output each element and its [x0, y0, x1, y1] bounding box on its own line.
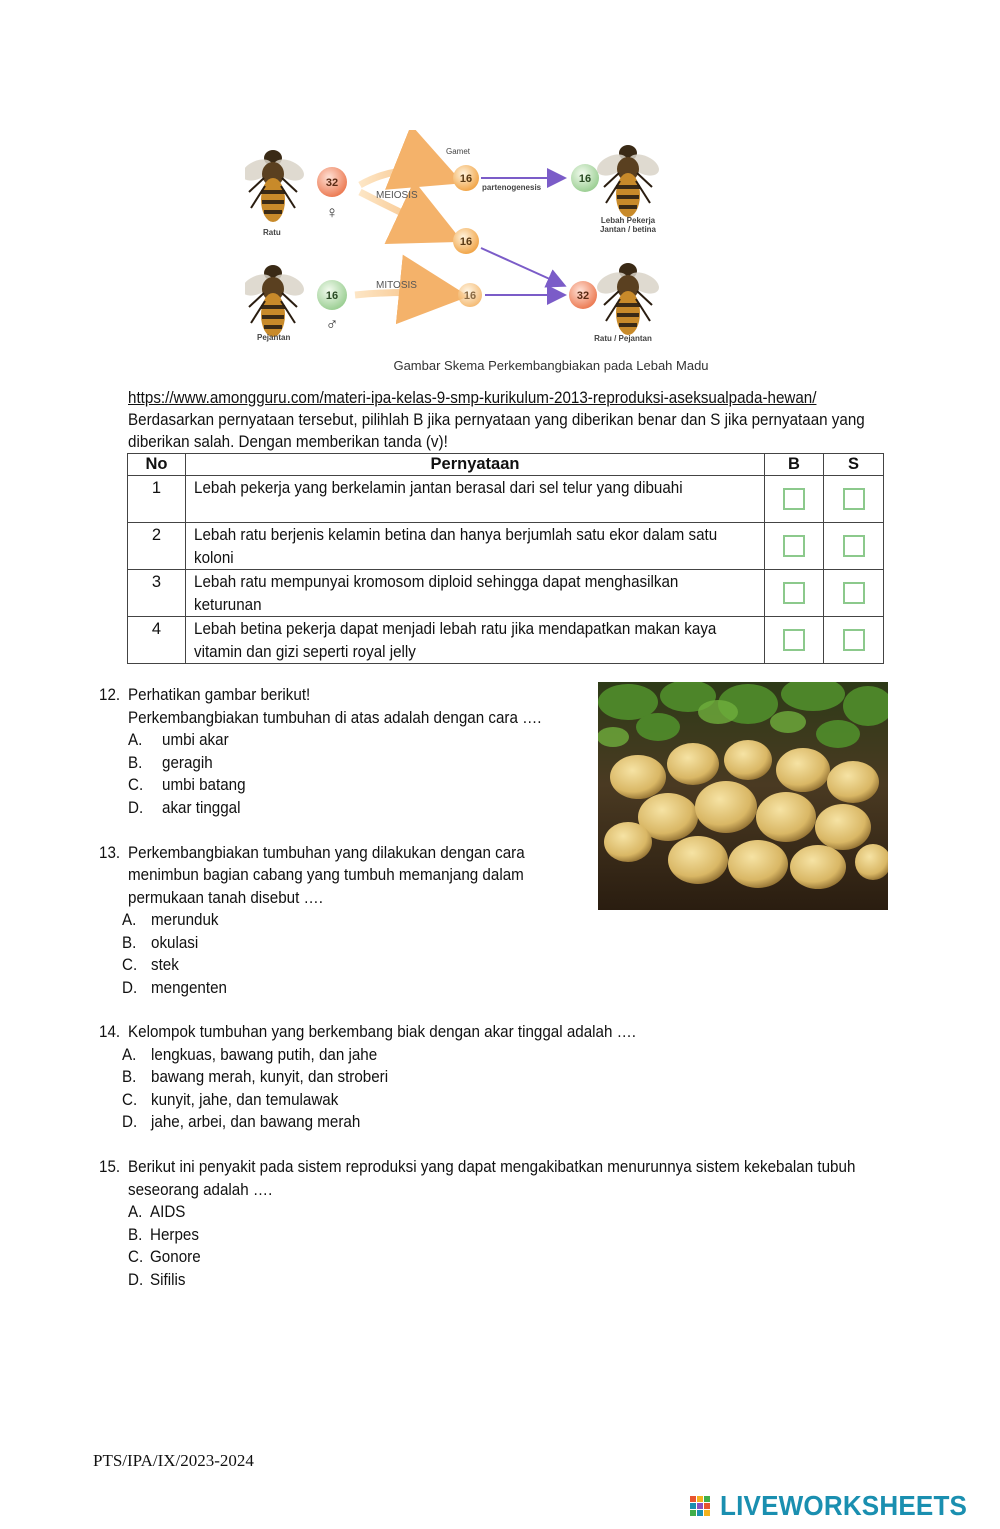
- row-number: 3: [128, 570, 186, 617]
- question-12-line-2: Perkembangbiakan tumbuhan di atas adalah dengan cara ….: [128, 709, 542, 727]
- drone-number: 16: [325, 290, 339, 302]
- row-statement: [186, 617, 765, 664]
- instruction-line-2: diberikan salah. Dengan memberikan tanda (v)!: [128, 433, 448, 451]
- gamete-mid-number: 16: [459, 236, 473, 248]
- header-b: B: [765, 454, 824, 476]
- offspring-label: Ratu / Pejantan: [594, 334, 652, 343]
- gamete-top-number: 16: [459, 173, 473, 185]
- q14-option-d-letter: D.: [122, 1113, 138, 1131]
- q15-option-b[interactable]: Herpes: [150, 1226, 199, 1244]
- q15-option-d[interactable]: Sifilis: [150, 1271, 186, 1289]
- gamete-label: Gamet: [446, 147, 471, 156]
- cell-b: [765, 617, 824, 664]
- cell-s: [824, 476, 884, 523]
- table-row: [128, 523, 884, 570]
- q14-option-c[interactable]: kunyit, jahe, dan temulawak: [151, 1091, 339, 1109]
- question-13-line-3: permukaan tanah disebut ….: [128, 889, 323, 907]
- q15-option-d-letter: D.: [128, 1271, 144, 1289]
- q12-option-c-letter: C.: [128, 776, 144, 794]
- q14-option-a[interactable]: lengkuas, bawang putih, dan jahe: [151, 1046, 378, 1064]
- row-number: 2: [128, 523, 186, 570]
- partenogenesis-label: partenogenesis: [482, 183, 542, 192]
- checkbox-b-2[interactable]: [783, 535, 805, 557]
- worker-number: 16: [578, 173, 592, 185]
- female-symbol: ♀: [325, 203, 339, 222]
- statement-line: koloni: [194, 548, 234, 567]
- meiosis-label: MEIOSIS: [376, 190, 418, 201]
- statement-line: Lebah ratu mempunyai kromosom diploid sehingga dapat menghasilkan: [194, 573, 679, 591]
- q12-option-a[interactable]: umbi akar: [162, 731, 229, 749]
- question-15-line-2: seseorang adalah ….: [128, 1181, 273, 1199]
- header-no: No: [128, 454, 186, 476]
- header-s: S: [824, 454, 884, 476]
- statement-line: Lebah ratu berjenis kelamin betina dan hanya berjumlah satu ekor dalam satu: [194, 526, 718, 544]
- checkbox-s-2[interactable]: [843, 535, 865, 557]
- q13-option-b[interactable]: okulasi: [151, 934, 199, 952]
- meiosis-arrow-top: [360, 170, 450, 185]
- q13-option-d[interactable]: mengenten: [151, 979, 227, 997]
- question-14-line-1: Kelompok tumbuhan yang berkembang biak dengan akar tinggal adalah ….: [128, 1023, 637, 1041]
- table-row: [128, 570, 884, 617]
- worker-label-1: Lebah Pekerja: [600, 216, 656, 225]
- potato-tuber-photo: [598, 682, 888, 910]
- row-number: 1: [128, 476, 186, 523]
- table-header-row: [128, 454, 884, 476]
- q15-option-c[interactable]: Gonore: [150, 1248, 201, 1266]
- checkbox-s-1[interactable]: [843, 488, 865, 510]
- q12-option-d-letter: D.: [128, 799, 144, 817]
- q13-option-d-letter: D.: [122, 979, 138, 997]
- q14-option-b[interactable]: bawang merah, kunyit, dan stroberi: [151, 1068, 389, 1086]
- q12-option-c[interactable]: umbi batang: [162, 776, 246, 794]
- checkbox-s-4[interactable]: [843, 629, 865, 651]
- statement-line: Lebah betina pekerja dapat menjadi lebah ratu jika mendapatkan makan kaya: [194, 620, 717, 638]
- q12-option-b-letter: B.: [128, 754, 143, 772]
- diagram-caption: Gambar Skema Perkembangbiakan pada Lebah Madu: [393, 358, 709, 373]
- cell-s: [824, 617, 884, 664]
- statement-line: keturunan: [194, 595, 262, 614]
- cell-s: [824, 570, 884, 617]
- q14-option-b-letter: B.: [122, 1068, 137, 1086]
- source-link[interactable]: https://www.amongguru.com/materi-ipa-kelas-9-smp-kurikulum-2013-reproduksi-aseksualpada-hewan/: [128, 389, 817, 407]
- statement-line: vitamin dan gizi seperti royal jelly: [194, 642, 416, 661]
- q12-option-d[interactable]: akar tinggal: [162, 799, 241, 817]
- q12-option-a-letter: A.: [128, 731, 143, 749]
- q14-option-c-letter: C.: [122, 1091, 138, 1109]
- mitosis-label: MITOSIS: [376, 280, 417, 291]
- question-13-number: 13.: [99, 844, 121, 862]
- statement-table: [127, 453, 884, 664]
- cell-b: [765, 570, 824, 617]
- worker-bee-icon: [594, 145, 663, 217]
- checkbox-b-1[interactable]: [783, 488, 805, 510]
- cell-s: [824, 523, 884, 570]
- q15-option-c-letter: C.: [128, 1248, 144, 1266]
- offspring-bee-icon: [594, 263, 663, 335]
- question-15-line-1: Berikut ini penyakit pada sistem reproduksi yang dapat mengakibatkan menurunnya sistem kekebalan tubuh: [128, 1158, 856, 1176]
- pejantan-label: Pejantan: [257, 333, 291, 342]
- question-13-line-1: Perkembangbiakan tumbuhan yang dilakukan dengan cara: [128, 844, 525, 862]
- q13-option-b-letter: B.: [122, 934, 137, 952]
- liveworksheets-blocks-icon: [690, 1496, 716, 1518]
- male-symbol: ♂: [325, 315, 339, 334]
- row-statement: [186, 523, 765, 570]
- q15-option-b-letter: B.: [128, 1226, 143, 1244]
- q14-option-a-letter: A.: [122, 1046, 137, 1064]
- q13-option-a-letter: A.: [122, 911, 137, 929]
- row-statement: [186, 570, 765, 617]
- offspring-number: 32: [576, 290, 590, 302]
- gamete-low-number: 16: [463, 290, 477, 302]
- question-15-number: 15.: [99, 1158, 121, 1176]
- table-row: [128, 476, 884, 523]
- header-statement: Pernyataan: [186, 454, 765, 476]
- cell-b: [765, 476, 824, 523]
- footer-exam-code: PTS/IPA/IX/2023-2024: [93, 1451, 254, 1470]
- checkbox-s-3[interactable]: [843, 582, 865, 604]
- queen-bee-icon: [245, 150, 307, 222]
- ratu-label: Ratu: [263, 228, 281, 237]
- row-number: 4: [128, 617, 186, 664]
- instruction-line-1: Berdasarkan pernyataan tersebut, pilihlah B jika pernyataan yang diberikan benar dan S jika pernyataan yang: [128, 411, 865, 429]
- mitosis-arrow: [355, 293, 455, 296]
- q13-option-c[interactable]: stek: [151, 956, 179, 974]
- checkbox-b-3[interactable]: [783, 582, 805, 604]
- queen-number: 32: [325, 177, 339, 189]
- worker-label-2: Jantan / betina: [599, 225, 657, 234]
- q12-option-b[interactable]: geragih: [162, 754, 213, 772]
- q13-option-c-letter: C.: [122, 956, 138, 974]
- q13-option-a[interactable]: merunduk: [151, 911, 219, 929]
- liveworksheets-brand-text: LIVEWORKSHEETS: [720, 1490, 968, 1521]
- table-row: [128, 617, 884, 664]
- statement-line: Lebah pekerja yang berkelamin jantan berasal dari sel telur yang dibuahi: [194, 479, 683, 497]
- q15-option-a[interactable]: AIDS: [150, 1203, 186, 1221]
- liveworksheets-logo[interactable]: [690, 1488, 990, 1524]
- checkbox-b-4[interactable]: [783, 629, 805, 651]
- question-14-number: 14.: [99, 1023, 121, 1041]
- q15-option-a-letter: A.: [128, 1203, 143, 1221]
- question-13-line-2: menimbun bagian cabang yang tumbuh memanjang dalam: [128, 866, 524, 884]
- bee-reproduction-diagram: [245, 130, 745, 375]
- q14-option-d[interactable]: jahe, arbei, dan bawang merah: [151, 1113, 361, 1131]
- question-12-line-1: Perhatikan gambar berikut!: [128, 686, 311, 704]
- row-statement: [186, 476, 765, 523]
- question-12-number: 12.: [99, 686, 121, 704]
- drone-bee-icon: [245, 265, 307, 337]
- cell-b: [765, 523, 824, 570]
- fertilization-arrow-top: [481, 248, 563, 285]
